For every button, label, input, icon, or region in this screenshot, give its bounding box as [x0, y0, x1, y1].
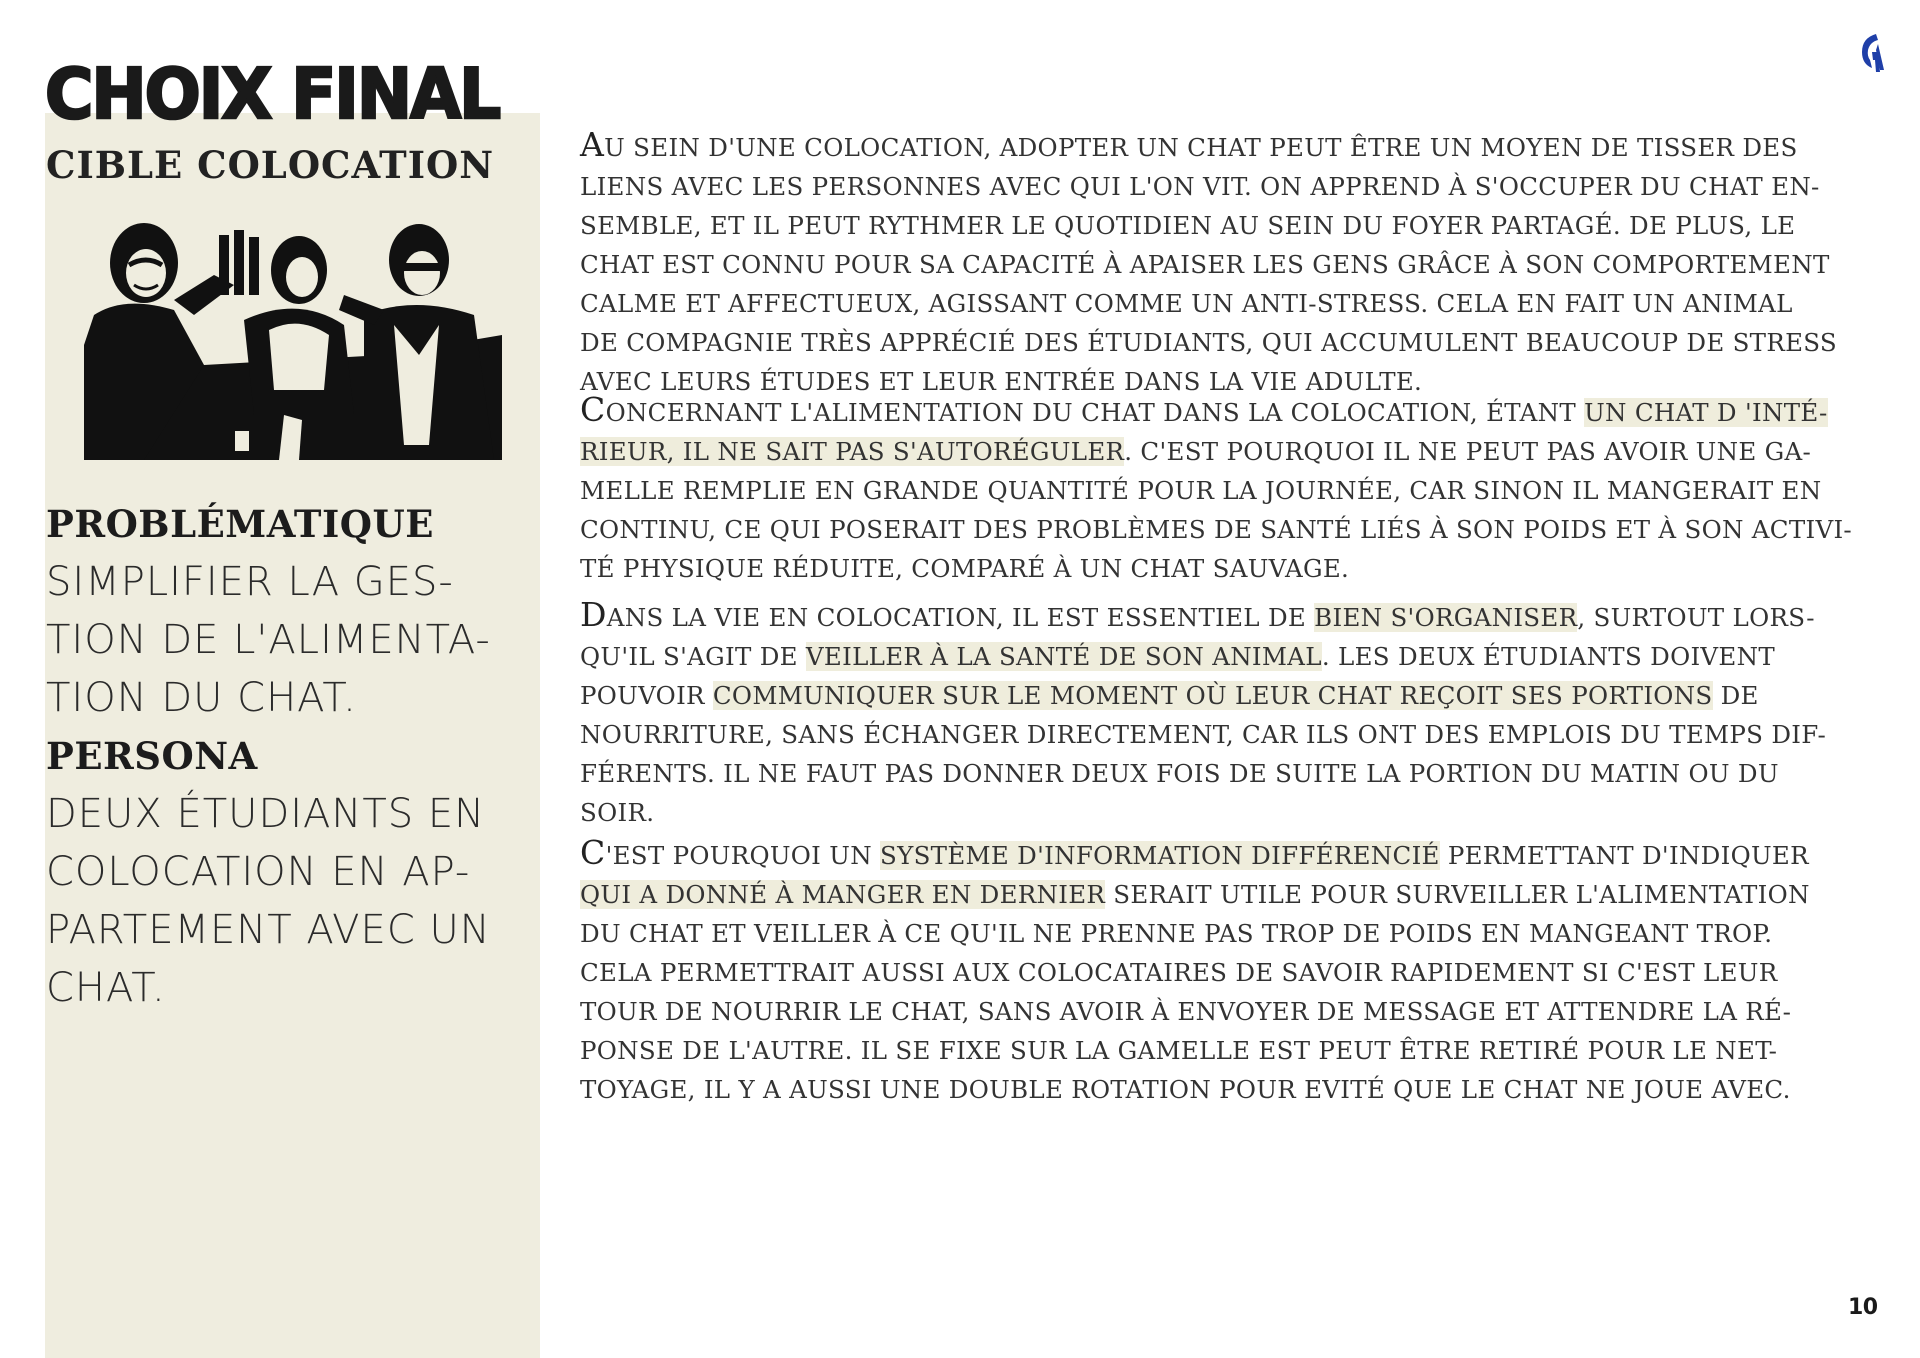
- paragraph-line: [580, 833, 1810, 875]
- text-segment: TÉ PHYSIQUE RÉDUITE, COMPARÉ À UN CHAT SAUVAGE.: [580, 554, 1350, 583]
- persona-text: [46, 785, 536, 1017]
- paragraph-line: [580, 284, 1837, 323]
- text-segment: PERMETTANT D'INDIQUER: [1439, 841, 1809, 870]
- paragraph-line: [580, 323, 1837, 362]
- persona-line: DEUX ÉTUDIANTS EN: [46, 791, 486, 837]
- page-number: 10: [1848, 1295, 1878, 1320]
- paragraph-line: [580, 390, 1852, 432]
- highlighted-text: RIEUR, IL NE SAIT PAS S'AUTORÉGULER: [580, 437, 1125, 466]
- highlighted-text: SYSTÈME D'INFORMATION DIFFÉRENCIÉ: [880, 841, 1440, 870]
- paragraph-line: [580, 1070, 1810, 1109]
- persona-line: PARTEMENT AVEC UN: [46, 907, 491, 953]
- page-subtitle: CIBLE COLOCATION: [46, 143, 495, 187]
- text-segment: ANS LA VIE EN COLOCATION, IL EST ESSENTIEL DE: [606, 603, 1315, 632]
- problem-heading: PROBLÉMATIQUE: [46, 502, 434, 546]
- paragraph-line: [580, 754, 1826, 793]
- body-paragraph: [580, 595, 1826, 832]
- text-segment: ONCERNANT L'ALIMENTATION DU CHAT DANS LA COLOCATION, ÉTANT: [605, 398, 1585, 427]
- body-paragraph: [580, 125, 1837, 401]
- paragraph-line: [580, 549, 1852, 588]
- brand-logo-icon: [1856, 30, 1886, 74]
- text-segment: NOURRITURE, SANS ÉCHANGER DIRECTEMENT, CAR ILS ONT DES EMPLOIS DU TEMPS DIF-: [580, 720, 1827, 749]
- text-segment: QU'IL S'AGIT DE: [580, 642, 806, 671]
- problem-line: TION DU CHAT.: [46, 675, 357, 721]
- text-segment: POUVOIR: [580, 681, 713, 710]
- text-segment: PONSE DE L'AUTRE. IL SE FIXE SUR LA GAMELLE EST PEUT ÊTRE RETIRÉ POUR LE NET-: [580, 1036, 1778, 1065]
- paragraph-line: [580, 125, 1837, 167]
- body-paragraph: [580, 833, 1810, 1109]
- paragraph-line: [580, 676, 1826, 715]
- paragraph-line: [580, 715, 1826, 754]
- text-segment: U SEIN D'UNE COLOCATION, ADOPTER UN CHAT PEUT ÊTRE UN MOYEN DE TISSER DES: [604, 133, 1798, 162]
- problem-line: TION DE L'ALIMENTA-: [46, 617, 491, 663]
- text-segment: MELLE REMPLIE EN GRANDE QUANTITÉ POUR LA JOURNÉE, CAR SINON IL MANGERAIT EN: [580, 476, 1822, 505]
- drop-cap: C: [580, 390, 606, 429]
- drop-cap: C: [580, 833, 606, 872]
- text-segment: AVEC LEURS ÉTUDES ET LEUR ENTRÉE DANS LA VIE ADULTE.: [580, 367, 1423, 396]
- drop-cap: A: [580, 125, 605, 164]
- paragraph-line: [580, 245, 1837, 284]
- paragraph-line: [580, 1031, 1810, 1070]
- persona-line: COLOCATION EN AP-: [46, 849, 471, 895]
- highlighted-text: COMMUNIQUER SUR LE MOMENT OÙ LEUR CHAT REÇOIT SES PORTIONS: [712, 681, 1713, 710]
- paragraph-line: [580, 793, 1826, 832]
- text-segment: 'EST POURQUOI UN: [605, 841, 881, 870]
- text-segment: SOIR.: [580, 798, 655, 827]
- paragraph-line: [580, 167, 1837, 206]
- text-segment: TOUR DE NOURRIR LE CHAT, SANS AVOIR À ENVOYER DE MESSAGE ET ATTENDRE LA RÉ-: [580, 997, 1792, 1026]
- text-segment: . LES DEUX ÉTUDIANTS DOIVENT: [1321, 642, 1775, 671]
- body-paragraph: [580, 390, 1852, 588]
- highlighted-text: UN CHAT D 'INTÉ-: [1584, 398, 1828, 427]
- text-segment: FÉRENTS. IL NE FAUT PAS DONNER DEUX FOIS DE SUITE LA PORTION DU MATIN OU DU: [580, 759, 1779, 788]
- highlighted-text: VEILLER À LA SANTÉ DE SON ANIMAL: [805, 642, 1322, 671]
- paragraph-line: [580, 432, 1852, 471]
- text-segment: SERAIT UTILE POUR SURVEILLER L'ALIMENTATION: [1105, 880, 1810, 909]
- text-segment: . C'EST POURQUOI IL NE PEUT PAS AVOIR UNE GA-: [1124, 437, 1812, 466]
- text-segment: DE: [1712, 681, 1759, 710]
- paragraph-line: [580, 914, 1810, 953]
- persona-heading: PERSONA: [46, 734, 258, 778]
- paragraph-line: [580, 992, 1810, 1031]
- text-segment: TOYAGE, IL Y A AUSSI UNE DOUBLE ROTATION POUR EVITÉ QUE LE CHAT NE JOUE AVEC.: [580, 1075, 1791, 1104]
- text-segment: DE COMPAGNIE TRÈS APPRÉCIÉ DES ÉTUDIANTS, QUI ACCUMULENT BEAUCOUP DE STRESS: [580, 328, 1837, 357]
- text-segment: CELA PERMETTRAIT AUSSI AUX COLOCATAIRES DE SAVOIR RAPIDEMENT SI C'EST LEUR: [580, 958, 1778, 987]
- text-segment: CHAT EST CONNU POUR SA CAPACITÉ À APAISER LES GENS GRÂCE À SON COMPORTEMENT: [580, 250, 1830, 279]
- paragraph-line: [580, 875, 1810, 914]
- text-segment: SEMBLE, ET IL PEUT RYTHMER LE QUOTIDIEN AU SEIN DU FOYER PARTAGÉ. DE PLUS, LE: [580, 211, 1796, 240]
- paragraph-line: [580, 595, 1826, 637]
- page-title: CHOIX FINAL: [45, 53, 500, 135]
- problem-line: SIMPLIFIER LA GES-: [46, 559, 454, 605]
- paragraph-line: [580, 637, 1826, 676]
- highlighted-text: BIEN S'ORGANISER: [1314, 603, 1578, 632]
- paragraph-line: [580, 206, 1837, 245]
- text-segment: , SURTOUT LORS-: [1577, 603, 1815, 632]
- drop-cap: D: [580, 595, 607, 634]
- paragraph-line: [580, 510, 1852, 549]
- text-segment: LIENS AVEC LES PERSONNES AVEC QUI L'ON VIT. ON APPREND À S'OCCUPER DU CHAT EN-: [580, 172, 1820, 201]
- paragraph-line: [580, 471, 1852, 510]
- paragraph-line: [580, 953, 1810, 992]
- text-segment: CONTINU, CE QUI POSERAIT DES PROBLÈMES DE SANTÉ LIÉS À SON POIDS ET À SON ACTIVI-: [580, 515, 1853, 544]
- roommates-photo: [84, 215, 502, 460]
- persona-line: CHAT.: [46, 965, 166, 1011]
- highlighted-text: QUI A DONNÉ À MANGER EN DERNIER: [580, 880, 1106, 909]
- problem-text: [46, 553, 536, 727]
- text-segment: CALME ET AFFECTUEUX, AGISSANT COMME UN ANTI-STRESS. CELA EN FAIT UN ANIMAL: [580, 289, 1793, 318]
- sidebar-content: [46, 495, 536, 1017]
- text-segment: DU CHAT ET VEILLER À CE QU'IL NE PRENNE PAS TROP DE POIDS EN MANGEANT TROP.: [580, 919, 1773, 948]
